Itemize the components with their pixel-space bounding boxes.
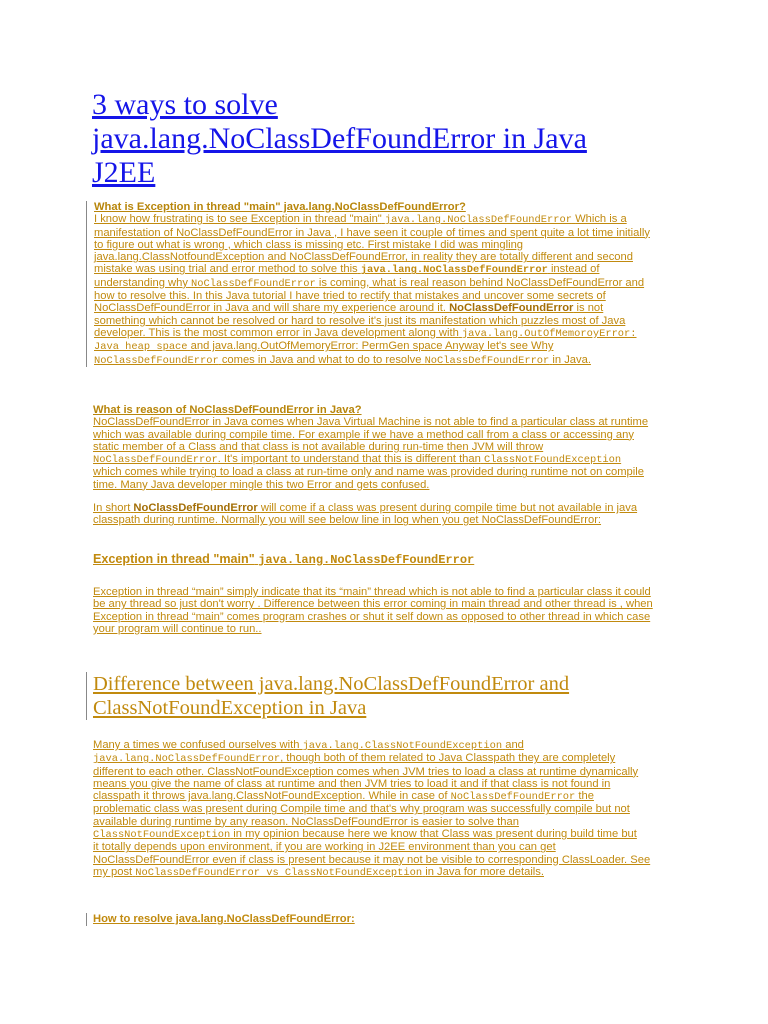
difference-heading[interactable] <box>86 672 693 720</box>
paragraph-line[interactable]: Exception in thread “main” simply indicate that its “main” thread which is not able to find a particular class it could <box>93 586 651 598</box>
paragraph-line[interactable]: classpath it throws java.lang.ClassNotFoundException. While in case of NoClassDefFoundError the <box>93 790 594 804</box>
title-line[interactable]: java.lang.NoClassDefFoundError in Java <box>92 122 587 155</box>
section-intro <box>86 201 694 367</box>
title-line[interactable]: 3 ways to solve <box>92 88 278 121</box>
paragraph-line[interactable]: static member of a Class and that class is not available during run-time then JVM will throw <box>93 440 544 453</box>
paragraph-line[interactable]: something which cannot be resolved or hard to resolve it's just its manifestation which puzzles most of Java <box>94 314 626 327</box>
paragraph-line[interactable]: NoClassDefFoundError. It's important to understand that this is different than ClassNotFoundException <box>93 453 622 467</box>
paragraph-line[interactable]: NoClassDefFoundError comes in Java and what to do to resolve NoClassDefFoundError in Java. <box>94 353 591 367</box>
paragraph-line[interactable]: different to each other. ClassNotFoundException comes when JVM tries to load a class at runtime dynamically <box>93 765 639 778</box>
paragraph-line[interactable]: classpath during runtime. Normally you will see below line in log when you get NoClassDefFoundError: <box>93 514 602 527</box>
paragraph-line[interactable]: I know how frustrating is to see Exception in thread "main" java.lang.NoClassDefFoundError Which is a <box>94 213 627 227</box>
page-title[interactable] <box>92 88 692 190</box>
heading-line[interactable]: Difference between java.lang.NoClassDefFoundError and <box>93 673 570 695</box>
resolve-heading[interactable]: How to resolve java.lang.NoClassDefFoundError: <box>86 913 355 926</box>
exception-heading[interactable]: Exception in thread "main" java.lang.NoClassDefFoundError <box>93 552 475 567</box>
paragraph-line[interactable]: NoClassDefFoundError in Java and will share my experience around it. NoClassDefFoundError is not <box>94 302 604 315</box>
paragraph-line[interactable]: understanding why NoClassDefFoundError is coming, what is real reason behind NoClassDefFoundError and <box>94 276 645 290</box>
paragraph-line[interactable]: problematic class was present during Compile time and that's why program was successfully compile but not <box>93 803 630 816</box>
paragraph-line[interactable]: which comes while trying to load a class at run-time only and name was provided during runtime not on compile <box>93 466 644 479</box>
paragraph-line[interactable]: time. Many Java developer mingle this two Error and gets confused. <box>93 478 430 491</box>
paragraph-line[interactable]: java.lang.NoClassDefFoundError, though both of them related to Java Classpath they are completely <box>93 752 616 766</box>
paragraph-line[interactable]: ClassNotFoundException in my opinion because here we know that Class was present during build time but <box>93 828 637 842</box>
paragraph-line[interactable]: means you give the name of class at runtime and then JVM tries to load it and if that class is not found in <box>93 777 611 790</box>
paragraph-line[interactable]: which was available during compile time. For example if we have a method call from a class or accessing any <box>93 428 634 441</box>
section-main-thread <box>93 586 693 635</box>
section-heading[interactable]: What is Exception in thread "main" java.lang.NoClassDefFoundError? <box>94 201 466 213</box>
paragraph-line[interactable]: my post NoClassDefFoundError vs ClassNotFoundException in Java for more details. <box>93 865 544 879</box>
paragraph-line[interactable]: your program will continue to run.. <box>93 622 262 635</box>
section-heading[interactable]: What is reason of NoClassDefFoundError in Java? <box>93 404 362 416</box>
paragraph-line[interactable]: Many a times we confused ourselves with java.lang.ClassNotFoundException and <box>93 739 524 752</box>
section-difference <box>93 739 693 879</box>
paragraph-line[interactable]: NoClassDefFoundError even if class is present because it may not be visible to corresponding ClassLoader. See <box>93 853 651 866</box>
section-reason <box>93 404 693 527</box>
paragraph-line[interactable]: NoClassDefFoundError in Java comes when Java Virtual Machine is not able to find a particular class at runtime <box>93 416 649 429</box>
title-line[interactable]: J2EE <box>92 156 156 189</box>
paragraph-line[interactable]: In short NoClassDefFoundError will come if a class was present during compile time but not available in java <box>93 502 638 515</box>
paragraph-line[interactable]: Java heap space and java.lang.OutOfMemoryError: PermGen space Anyway let's see Why <box>94 340 554 354</box>
paragraph-line[interactable]: manifestation of NoClassDefFoundError in Java , I have seen it couple of times and spent quite a lot time initially <box>94 226 650 239</box>
paragraph-line[interactable]: available during runtime by any reason. NoClassDefFoundError is easier to solve than <box>93 815 519 828</box>
heading-line[interactable]: ClassNotFoundException in Java <box>93 697 367 719</box>
paragraph-line[interactable]: developer. This is the most common error in Java development along with java.lang.OutOfMemoroyError: <box>94 326 637 340</box>
paragraph-line[interactable]: Exception in thread “main” comes program crashes or shut it self down as opposed to other thread in which case <box>93 610 651 623</box>
paragraph-line[interactable]: mistake was using trial and error method to solve this java.lang.NoClassDefFoundError instead of <box>94 263 600 277</box>
paragraph-line[interactable]: be any thread so just don't worry . Difference between this error coming in main thread and other thread is , when <box>93 598 653 611</box>
paragraph-line[interactable]: it totally depends upon environment, if you are working in J2EE environment than you can get <box>93 841 556 854</box>
paragraph-line[interactable]: java.lang.ClassNotfoundException and NoClassDefFoundError, in reality they are totally different and second <box>94 251 633 264</box>
paragraph-line[interactable]: how to resolve this. In this Java tutorial I have tried to rectify that mistakes and uncover some secrets of <box>94 290 606 303</box>
paragraph-line[interactable]: to figure out what is wrong , which class is missing etc. First mistake I did was mingling <box>94 238 524 251</box>
